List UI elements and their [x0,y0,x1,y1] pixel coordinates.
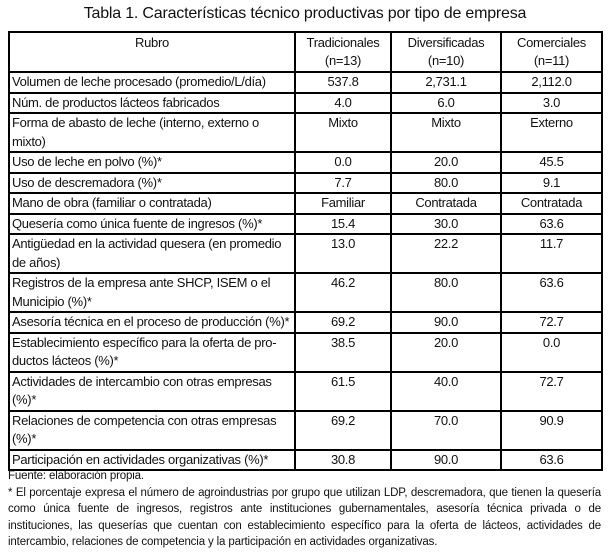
table-row [9,333,602,372]
table-row [9,450,602,471]
row-value: 90.0 [391,312,501,333]
row-label: Forma de abasto de leche (interno, externo o mixto) [9,113,295,152]
row-value: 22.2 [391,234,501,273]
row-value: 13.0 [295,234,391,273]
table-row [9,193,602,214]
row-value: 20.0 [391,152,501,173]
row-value: Mixto [391,113,501,152]
row-value: 72.7 [501,312,602,333]
row-value: 72.7 [501,372,602,411]
source-note: Fuente: elaboración propia. [8,470,144,482]
row-value: 70.0 [391,411,501,450]
header-diversificadas: Diversificadas (n=10) [391,32,501,72]
row-label: Relaciones de competencia con otras empresas (%)* [9,411,295,450]
row-value: 90.9 [501,411,602,450]
table-row [9,113,602,152]
row-value: 3.0 [501,93,602,114]
row-value: 30.8 [295,450,391,471]
row-value: 45.5 [501,152,602,173]
row-value: 20.0 [391,333,501,372]
row-value: 11.7 [501,234,602,273]
row-value: 80.0 [391,273,501,312]
header-comerciales: Comerciales (n=11) [501,32,602,72]
row-label: Núm. de productos lácteos fabricados [9,93,295,114]
row-value: 0.0 [295,152,391,173]
table-row [9,214,602,235]
table-notes [8,468,601,551]
row-label: Uso de leche en polvo (%)* [9,152,295,173]
header-tradicionales: Tradicionales (n=13) [295,32,391,72]
row-value: 0.0 [501,333,602,372]
row-label: Registros de la empresa ante SHCP, ISEM o el Municipio (%)* [9,273,295,312]
row-label: Quesería como única fuente de ingresos (%)* [9,214,295,235]
table-row [9,273,602,312]
row-label: Antigüedad en la actividad quesera (en promedio de años) [9,234,295,273]
row-label: Volumen de leche procesado (promedio/L/día) [9,72,295,93]
row-label: Uso de descremadora (%)* [9,173,295,194]
table-row [9,372,602,411]
row-label: Mano de obra (familiar o contratada) [9,193,295,214]
header-row [9,32,602,72]
row-value: 38.5 [295,333,391,372]
characteristics-table [8,31,603,471]
row-label: Participación en actividades organizativas (%)* [9,450,295,471]
row-label: Establecimiento específico para la oferta de pro-ductos lácteos (%)* [9,333,295,372]
row-value: 80.0 [391,173,501,194]
table-row [9,93,602,114]
header-rubro: Rubro [9,32,295,72]
row-value: 90.0 [391,450,501,471]
row-value: 4.0 [295,93,391,114]
row-value: 9.1 [501,173,602,194]
row-value: Mixto [295,113,391,152]
row-value: 46.2 [295,273,391,312]
row-value: 63.6 [501,273,602,312]
row-value: 537.8 [295,72,391,93]
table-row [9,152,602,173]
row-value: Familiar [295,193,391,214]
row-value: Contratada [501,193,602,214]
row-value: 6.0 [391,93,501,114]
row-value: 15.4 [295,214,391,235]
table-row [9,173,602,194]
row-label: Asesoría técnica en el proceso de producción (%)* [9,312,295,333]
table-row [9,411,602,450]
footnote: * El porcentaje expresa el número de agroindustrias por grupo que utilizan LDP, descremadora, que tienen la quesería como única fuente de ingresos, registros ante instituciones gubernamentales, asesoría técnica privada o de instituciones, las queserías que cuentan con establecimiento específico para la oferta de lácteos, actividades de intercambio, relaciones de competencia y la participación en actividades organizativas. [8,486,601,549]
row-value: 2,731.1 [391,72,501,93]
row-value: 61.5 [295,372,391,411]
row-value: 2,112.0 [501,72,602,93]
row-value: 63.6 [501,214,602,235]
row-value: 40.0 [391,372,501,411]
table-row [9,72,602,93]
row-value: 7.7 [295,173,391,194]
row-value: 63.6 [501,450,602,471]
row-label: Actividades de intercambio con otras empresas (%)* [9,372,295,411]
row-value: 30.0 [391,214,501,235]
row-value: Contratada [391,193,501,214]
row-value: Externo [501,113,602,152]
row-value: 69.2 [295,411,391,450]
table-row [9,312,602,333]
table-row [9,234,602,273]
row-value: 69.2 [295,312,391,333]
table-title: Tabla 1. Características técnico productivas por tipo de empresa [83,5,527,22]
